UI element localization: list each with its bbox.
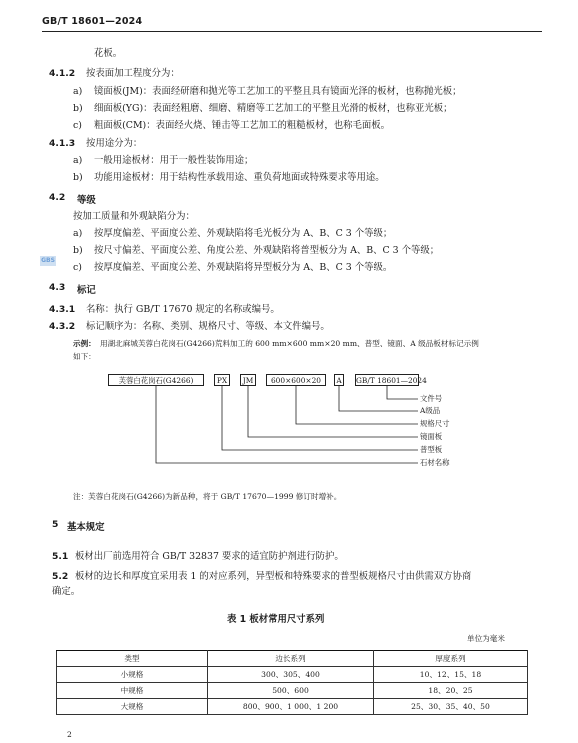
clause-4-3-1-number: 4.3.1 <box>49 304 76 315</box>
table-cell: 中规格 <box>57 683 208 699</box>
size-series-table <box>56 650 528 715</box>
label-grade-a: A级品 <box>420 406 441 415</box>
list-item-text: 粗面板(CM)：表面经火烧、锤击等工艺加工的粗糙板材，也称毛面板。 <box>94 120 390 131</box>
table-cell: 500、600 <box>208 683 374 699</box>
list-item-text: 功能用途板材：用于结构性承载用途、重负荷地面或特殊要求等用途。 <box>94 172 385 183</box>
mark-box-category: PX <box>214 374 230 386</box>
mark-box-size: 600×600×20 <box>266 374 326 386</box>
list-item-mark: b) <box>73 245 83 256</box>
table-cell: 大规格 <box>57 699 208 715</box>
label-standard-slab: 普型板 <box>420 445 443 454</box>
clause-4-1-3-number: 4.1.3 <box>49 138 76 149</box>
example-label: 示例： <box>73 339 96 348</box>
table-row <box>57 683 528 699</box>
table-row <box>57 667 528 683</box>
table-cell: 25、30、35、40、50 <box>374 699 528 715</box>
clause-5-1-text: 板材出厂前选用符合 GB/T 32837 要求的适宜防护剂进行防护。 <box>75 551 344 562</box>
list-item-mark: a) <box>73 86 83 97</box>
clause-4-2-text: 按加工质量和外观缺陷分为： <box>73 211 195 222</box>
mark-box-name: 芙蓉白花岗石(G4266) <box>108 374 204 386</box>
table-title: 表 1 板材常用尺寸系列 <box>227 614 325 625</box>
clause-5-2-text: 板材的边长和厚度宜采用表 1 的对应系列，异型板和特殊要求的普型板规格尺寸由供需双方协商 <box>75 571 472 582</box>
list-item-mark: c) <box>73 262 82 273</box>
table-header-cell: 厚度系列 <box>374 651 528 667</box>
example-text-cont: 如下： <box>73 352 96 361</box>
clause-4-3-number: 4.3 <box>49 282 66 293</box>
table-header-cell: 边长系列 <box>208 651 374 667</box>
mark-box-grade: A <box>334 374 344 386</box>
table-cell: 800、900、1 000、1 200 <box>208 699 374 715</box>
continuation-text: 花板。 <box>94 48 123 59</box>
mark-box-surface: JM <box>240 374 256 386</box>
clause-4-1-2-number: 4.1.2 <box>49 68 76 79</box>
note-text: 注：芙蓉白花岗石(G4266)为新品种，将于 GB/T 17670—1999 修订时增补。 <box>73 492 342 501</box>
clause-5-1-number: 5.1 <box>52 551 69 562</box>
list-item-mark: a) <box>73 155 83 166</box>
list-item-text: 按厚度偏差、平面度公差、外观缺陷将异型板分为 A、B、C 3 个等级。 <box>94 262 393 273</box>
clause-4-3-title: 标记 <box>77 285 96 296</box>
table-unit: 单位为毫米 <box>467 634 505 643</box>
page-number: 2 <box>67 730 72 739</box>
publisher-watermark-logo: GBS <box>41 257 55 264</box>
clause-4-1-2-text: 按表面加工程度分为： <box>86 68 180 79</box>
list-item-mark: a) <box>73 228 83 239</box>
list-item-mark: c) <box>73 120 82 131</box>
label-document-number: 文件号 <box>420 394 443 403</box>
clause-5-2-number: 5.2 <box>52 571 69 582</box>
section-5-number: 5 <box>52 519 59 530</box>
label-polished: 镜面板 <box>420 432 443 441</box>
list-item-text: 按厚度偏差、平面度公差、外观缺陷将毛光板分为 A、B、C 3 个等级； <box>94 228 393 239</box>
list-item-text: 一般用途板材：用于一般性装饰用途； <box>94 155 254 166</box>
section-5-title: 基本规定 <box>67 522 105 533</box>
clause-5-2-text-cont: 确定。 <box>52 586 81 597</box>
clause-4-2-number: 4.2 <box>49 192 66 203</box>
table-header-cell: 类型 <box>57 651 208 667</box>
standard-code-header: GB/T 18601—2024 <box>42 16 143 27</box>
table-cell: 10、12、15、18 <box>374 667 528 683</box>
label-stone-name: 石材名称 <box>420 458 450 467</box>
label-size: 规格尺寸 <box>420 419 450 428</box>
example-text: 用湖北麻城芙蓉白花岗石(G4266)荒料加工的 600 mm×600 mm×20 mm、普型、镜面、A 级品板材标记示例 <box>100 339 479 348</box>
clause-4-1-3-text: 按用途分为： <box>86 138 143 149</box>
mark-box-standard: GB/T 18601—2024 <box>356 376 427 385</box>
table-cell: 300、305、400 <box>208 667 374 683</box>
list-item-text: 镜面板(JM)：表面经研磨和抛光等工艺加工的平整且具有镜面光泽的板材，也称抛光板； <box>94 86 462 97</box>
table-header-row <box>57 651 528 667</box>
table-cell: 小规格 <box>57 667 208 683</box>
list-item-text: 细面板(YG)：表面经粗磨、细磨、精磨等工艺加工的平整且光滑的板材，也称亚光板； <box>94 103 453 114</box>
table-row <box>57 699 528 715</box>
list-item-mark: b) <box>73 172 83 183</box>
list-item-mark: b) <box>73 103 83 114</box>
clause-4-2-title: 等级 <box>77 195 96 206</box>
list-item-text: 按尺寸偏差、平面度公差、角度公差、外观缺陷将普型板分为 A、B、C 3 个等级； <box>94 245 440 256</box>
clause-4-3-1-text: 名称：执行 GB/T 17670 规定的名称或编号。 <box>86 304 280 315</box>
clause-4-3-2-number: 4.3.2 <box>49 321 76 332</box>
table-cell: 18、20、25 <box>374 683 528 699</box>
clause-4-3-2-text: 标记顺序为：名称、类别、规格尺寸、等级、本文件编号。 <box>86 321 330 332</box>
